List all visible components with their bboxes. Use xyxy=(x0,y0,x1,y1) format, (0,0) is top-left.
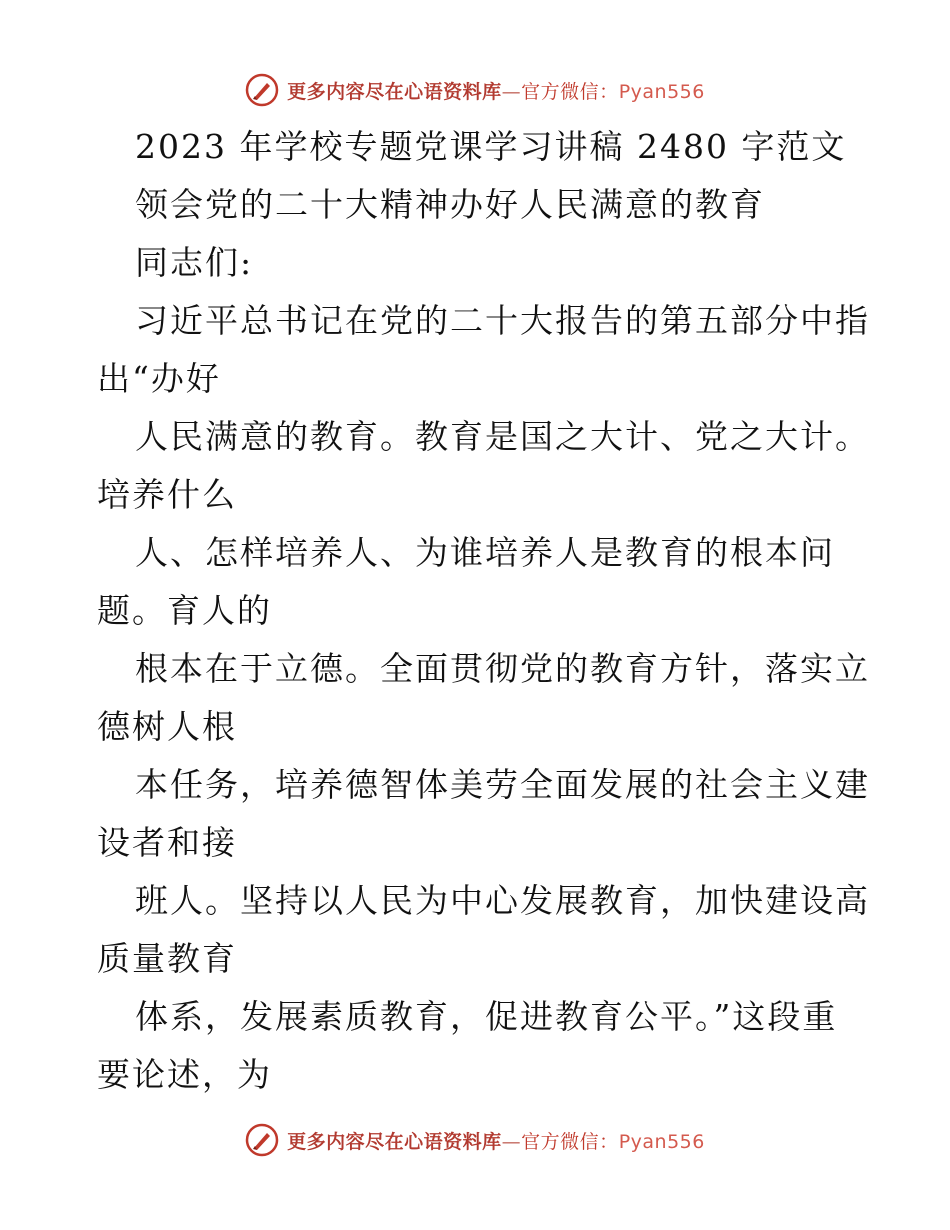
watermark-wechat-label: 官方微信： xyxy=(521,80,619,103)
doc-line: 体系，发展素质教育，促进教育公平。”这段重 xyxy=(135,997,838,1036)
doc-line: 出“办好 xyxy=(97,359,221,398)
doc-line: 班人。坚持以人民为中心发展教育，加快建设高 xyxy=(135,881,870,920)
footer-watermark xyxy=(0,1120,950,1160)
doc-line: 培养什么 xyxy=(97,475,237,514)
watermark-main-text: 更多内容尽在心语资料库 xyxy=(287,80,502,103)
watermark-separator: — xyxy=(501,1130,522,1153)
doc-line: 人民满意的教育。教育是国之大计、党之大计。 xyxy=(135,417,870,456)
watermark-text xyxy=(287,1127,705,1154)
doc-line: 题。育人的 xyxy=(97,591,272,630)
pen-logo-icon xyxy=(245,1123,279,1157)
doc-line: 习近平总书记在党的二十大报告的第五部分中指 xyxy=(135,301,870,340)
doc-line: 根本在于立德。全面贯彻党的教育方针，落实立 xyxy=(135,649,870,688)
watermark-wechat-id: Pyan556 xyxy=(618,80,705,103)
watermark-wechat-label: 官方微信： xyxy=(521,1130,619,1153)
doc-salutation: 同志们: xyxy=(135,243,254,282)
doc-line: 质量教育 xyxy=(97,939,237,978)
watermark-wechat-id: Pyan556 xyxy=(618,1130,705,1153)
doc-line: 要论述，为 xyxy=(97,1055,272,1094)
watermark-main-text: 更多内容尽在心语资料库 xyxy=(287,1130,502,1153)
doc-line: 人、怎样培养人、为谁培养人是教育的根本问 xyxy=(135,533,835,572)
doc-title: 2023 年学校专题党课学习讲稿 2480 字范文 xyxy=(135,127,847,166)
doc-line: 设者和接 xyxy=(97,823,237,862)
watermark-separator: — xyxy=(501,80,522,103)
doc-subtitle: 领会党的二十大精神办好人民满意的教育 xyxy=(135,185,765,224)
doc-line: 德树人根 xyxy=(97,707,237,746)
doc-line: 本任务，培养德智体美劳全面发展的社会主义建 xyxy=(135,765,870,804)
